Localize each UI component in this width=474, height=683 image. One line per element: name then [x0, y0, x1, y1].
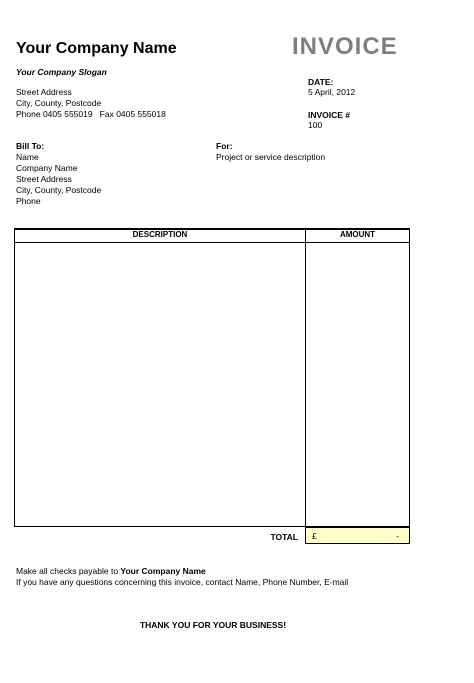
total-value: -	[396, 531, 399, 541]
items-table	[14, 228, 410, 527]
questions-note: If you have any questions concerning this invoice, contact Name, Phone Number, E-mail	[16, 577, 349, 587]
total-amount-cell[interactable]	[305, 527, 410, 544]
company-street: Street Address	[16, 87, 72, 97]
column-divider	[305, 229, 306, 526]
company-city: City, County, Postcode	[16, 98, 102, 108]
date-label: DATE:	[308, 77, 334, 87]
description-column-header: DESCRIPTION	[132, 230, 188, 239]
date-value: 5 April, 2012	[308, 87, 356, 97]
checks-payable-note	[16, 566, 206, 577]
header-divider	[15, 242, 409, 243]
total-currency: £	[312, 531, 317, 541]
invoice-number-label: INVOICE #	[308, 110, 351, 120]
company-slogan: Your Company Slogan	[16, 67, 107, 77]
amount-column-header: AMOUNT	[339, 230, 376, 239]
for-label: For:	[216, 141, 233, 151]
for-description: Project or service description	[216, 152, 326, 162]
company-name: Your Company Name	[16, 40, 177, 57]
bill-to-phone: Phone	[16, 196, 41, 206]
bill-to-city: City, County, Postcode	[16, 185, 102, 195]
invoice-number-value: 100	[308, 120, 323, 130]
bill-to-name: Name	[16, 152, 39, 162]
invoice-title: INVOICE	[292, 33, 398, 60]
bill-to-label: Bill To:	[16, 141, 45, 151]
checks-payable-text: Make all checks payable to	[16, 566, 121, 576]
checks-payable-company: Your Company Name	[120, 566, 206, 576]
thank-you-message: THANK YOU FOR YOUR BUSINESS!	[139, 620, 287, 630]
company-phone-fax: Phone 0405 555019 Fax 0405 555018	[16, 109, 166, 119]
bill-to-company: Company Name	[16, 163, 78, 173]
bill-to-street: Street Address	[16, 174, 72, 184]
total-label: TOTAL	[270, 532, 298, 542]
